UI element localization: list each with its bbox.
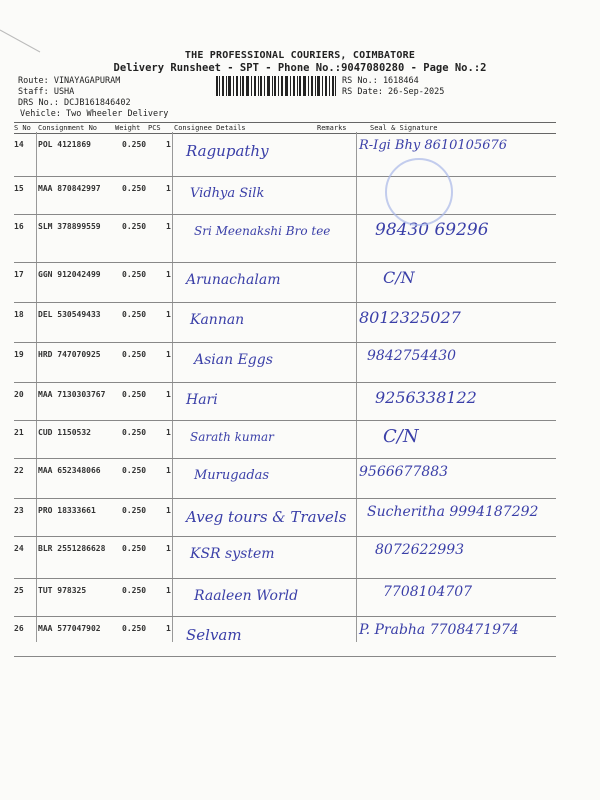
row-weight: 0.250 [122, 270, 147, 279]
row-signature-handwritten: 8012325027 [359, 308, 461, 327]
row-pcs: 1 [166, 586, 171, 595]
table-row [14, 262, 556, 303]
courier-stamp [385, 158, 453, 226]
col-weight: Weight [115, 124, 141, 132]
row-consignment-no: SLM 378899559 [38, 222, 101, 231]
row-consignee-handwritten: Aveg tours & Travels [186, 508, 347, 526]
row-consignee-handwritten: Selvam [186, 626, 242, 644]
col-seal-signature: Seal & Signature [370, 124, 438, 132]
row-consignment-no: TUT 978325 [38, 586, 87, 595]
row-sno: 20 [14, 390, 24, 399]
row-consignee-handwritten: Asian Eggs [194, 352, 273, 368]
route: Route: VINAYAGAPURAM [18, 76, 121, 86]
row-signature-handwritten: P. Prabha 7708471974 [359, 622, 519, 638]
row-sno: 15 [14, 184, 24, 193]
row-pcs: 1 [166, 624, 171, 633]
table-row [14, 342, 556, 383]
rs-number: RS No.: 1618464 [342, 76, 419, 86]
row-pcs: 1 [166, 350, 171, 359]
row-weight: 0.250 [122, 350, 147, 359]
row-consignee-handwritten: Vidhya Silk [190, 186, 265, 201]
row-sno: 16 [14, 222, 24, 231]
row-pcs: 1 [166, 184, 171, 193]
col-sno: S No [14, 124, 31, 132]
row-signature-handwritten: Sucheritha 9994187292 [367, 504, 539, 520]
row-consignment-no: DEL 530549433 [38, 310, 101, 319]
row-consignment-no: GGN 912042499 [38, 270, 101, 279]
row-sno: 18 [14, 310, 24, 319]
row-consignee-handwritten: Sri Meenakshi Bro tee [194, 224, 331, 238]
row-pcs: 1 [166, 140, 171, 149]
row-consignee-handwritten: Kannan [190, 312, 245, 328]
row-consignee-handwritten: Sarath kumar [190, 430, 274, 444]
row-weight: 0.250 [122, 140, 147, 149]
table-row [14, 382, 556, 421]
col-consignment: Consignment No [38, 124, 98, 132]
row-pcs: 1 [166, 544, 171, 553]
row-weight: 0.250 [122, 428, 147, 437]
row-consignee-handwritten: Murugadas [194, 468, 270, 483]
drs-number: DRS No.: DCJB161846402 [18, 98, 131, 108]
col-consignee: Consignee Details [174, 124, 246, 132]
rs-date: RS Date: 26-Sep-2025 [342, 87, 445, 97]
row-pcs: 1 [166, 466, 171, 475]
row-weight: 0.250 [122, 586, 147, 595]
row-signature-handwritten: 9566677883 [359, 464, 449, 480]
table-row [14, 498, 556, 537]
row-consignee-handwritten: Hari [186, 392, 218, 408]
table-row [14, 302, 556, 343]
row-consignment-no: BLR 2551286628 [38, 544, 106, 553]
table-row [14, 176, 556, 215]
row-signature-handwritten: 9256338122 [375, 388, 477, 407]
row-pcs: 1 [166, 270, 171, 279]
row-sno: 22 [14, 466, 24, 475]
row-pcs: 1 [166, 428, 171, 437]
row-consignee-handwritten: Arunachalam [186, 272, 281, 288]
paper-fold-mark [0, 0, 60, 60]
row-sno: 24 [14, 544, 24, 553]
row-weight: 0.250 [122, 222, 147, 231]
row-sno: 17 [14, 270, 24, 279]
meta-left [18, 76, 131, 109]
row-signature-handwritten: 8072622993 [375, 542, 465, 558]
row-consignment-no: MAA 7130303767 [38, 390, 106, 399]
company-name: THE PROFESSIONAL COURIERS, COIMBATORE [184, 50, 416, 61]
row-pcs: 1 [166, 222, 171, 231]
row-signature-handwritten: C/N [383, 268, 415, 287]
barcode [216, 76, 336, 96]
table-row [14, 132, 556, 177]
table-row [14, 214, 556, 263]
row-sno: 26 [14, 624, 24, 633]
row-weight: 0.250 [122, 184, 147, 193]
row-sno: 21 [14, 428, 24, 437]
row-signature-handwritten: R-Igi Bhy 8610105676 [359, 138, 508, 153]
row-pcs: 1 [166, 310, 171, 319]
col-remarks: Remarks [317, 124, 347, 132]
row-consignee-handwritten: KSR system [190, 546, 275, 562]
row-consignment-no: MAA 870842997 [38, 184, 101, 193]
row-pcs: 1 [166, 506, 171, 515]
row-consignment-no: CUD 1150532 [38, 428, 91, 437]
meta-right [342, 76, 444, 98]
row-weight: 0.250 [122, 310, 147, 319]
row-sno: 23 [14, 506, 24, 515]
row-consignee-handwritten: Raaleen World [194, 588, 299, 604]
runsheet-title: Delivery Runsheet - SPT - Phone No.:9047080280 - Page No.:2 [113, 62, 487, 74]
row-signature-handwritten: 98430 69296 [375, 220, 489, 240]
row-consignment-no: PRO 18333661 [38, 506, 96, 515]
row-signature-handwritten: 9842754430 [367, 348, 457, 364]
row-sno: 25 [14, 586, 24, 595]
row-weight: 0.250 [122, 544, 147, 553]
row-sno: 19 [14, 350, 24, 359]
row-signature-handwritten: C/N [383, 426, 419, 447]
col-pcs: PCS [148, 124, 161, 132]
row-signature-handwritten: 7708104707 [383, 584, 473, 600]
row-weight: 0.250 [122, 390, 147, 399]
row-consignee-handwritten: Ragupathy [186, 142, 269, 160]
row-consignment-no: HRD 747070925 [38, 350, 101, 359]
row-weight: 0.250 [122, 624, 147, 633]
table-row [14, 536, 556, 579]
row-consignment-no: POL 4121869 [38, 140, 91, 149]
vehicle: Vehicle: Two Wheeler Delivery [20, 109, 169, 119]
row-pcs: 1 [166, 390, 171, 399]
row-weight: 0.250 [122, 466, 147, 475]
table-row [14, 616, 556, 657]
row-consignment-no: MAA 577047902 [38, 624, 101, 633]
table-row [14, 578, 556, 617]
row-consignment-no: MAA 652348066 [38, 466, 101, 475]
row-weight: 0.250 [122, 506, 147, 515]
staff: Staff: USHA [18, 87, 75, 97]
row-sno: 14 [14, 140, 24, 149]
table-row [14, 458, 556, 499]
runsheet-table [14, 122, 556, 644]
table-row [14, 420, 556, 459]
